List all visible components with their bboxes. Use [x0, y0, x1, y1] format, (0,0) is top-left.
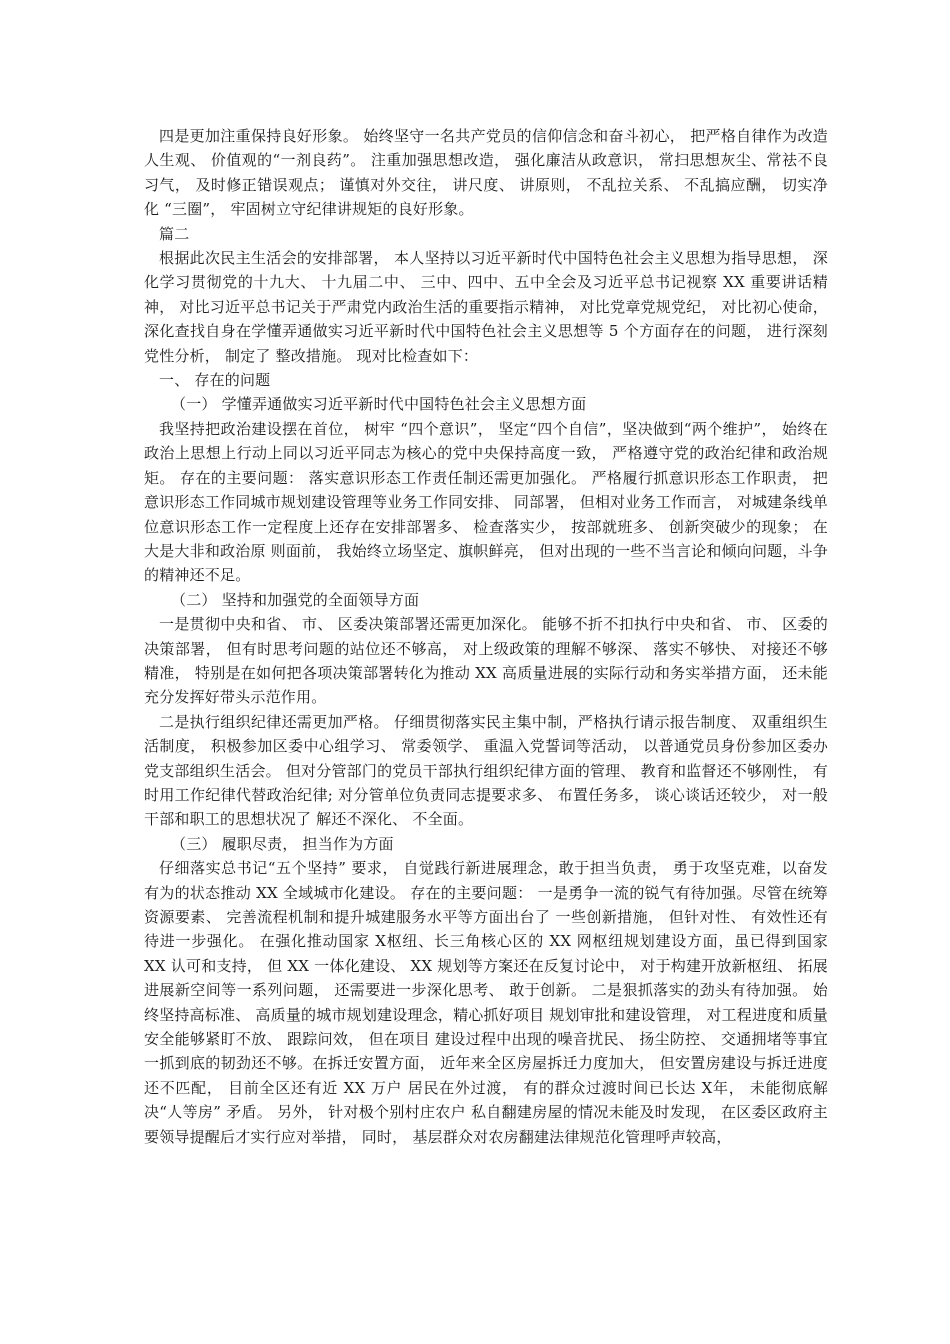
heading-existing-problems: 一、 存在的问题 — [159, 371, 271, 390]
subheading-party-leadership: （二） 坚持和加强党的全面领导方面 — [171, 590, 420, 609]
paragraph-image-maintenance: 四是更加注重保持良好形象。 始终坚守一名共产党员的信仰信念和奋斗初心， 把严格自律作为改造人生观、 价值观的“一剂良药”。 注重加强思想改造， 强化廉洁从政意识， 常扫思想灰尘、常祛不良习气， 及时修正错误观点； 谨慎对外交往， 讲尺度、 讲原则， 不乱拉关系、 不乱搞应酬， 切实净化 “三圈”， 牢固树立守纪律讲规矩的良好形象。 — [144, 127, 828, 219]
section-title-part-two: 篇二 — [159, 224, 190, 243]
paragraph-introduction: 根据此次民主生活会的安排部署， 本人坚持以习近平新时代中国特色社会主义思想为指导思想， 深化学习贯彻党的十九大、 十九届二中、 三中、四中、五中全会及习近平总书记视察 XX 重要讲话精神， 对比习近平总书记关于严肃党内政治生活的重要指示精神， 对比党章党规党纪， 对比初心使命， 深化查找自身在学懂弄通做实习近平新时代中国特色社会主义思想等 5 个方面存在的问题， 进行深刻党性分析， 制定了 整改措施。 现对比检查如下： — [144, 249, 828, 365]
paragraph-decision-implementation: 一是贯彻中央和省、 市、 区委决策部署还需更加深化。 能够不折不扣执行中央和省、 市、 区委的决策部署， 但有时思考问题的站位还不够高， 对上级政策的理解不够深、 落实不够快、 对接还不够精准， 特别是在如何把各项决策部署转化为推动 XX 高质量进展的实际行动和务实举措方面， 还未能充分发挥好带头示范作用。 — [144, 615, 828, 707]
paragraph-organizational-discipline: 二是执行组织纪律还需更加严格。 仔细贯彻落实民主集中制，严格执行请示报告制度、 双重组织生活制度， 积极参加区委中心组学习、 常委领学、 重温入党誓词等活动， 以普通党员身份参加区委办党支部组织生活会。 但对分管部门的党员干部执行组织纪律方面的管理、 教育和监督还不够刚性， 有时用工作纪律代替政治纪律; 对分管单位负责同志提要求多、 布置任务多， 谈心谈话还较少， 对一般干部和职工的思想状况了 解还不深化、 不全面。 — [144, 712, 828, 829]
paragraph-political-building: 我坚持把政治建设摆在首位， 树牢 “四个意识”， 坚定“四个自信”，坚决做到“两个维护”， 始终在政治上思想上行动上同以习近平同志为核心的党中央保持高度一致， 严格遵守党的政治纪律和政治规矩。 存在的主要问题： 落实意识形态工作责任制还需更加强化。 严格履行抓意识形态工作职责， 把意识形态工作同城市规划建设管理等业务工作同安排、 同部署， 但相对业务工作而言， 对城建条线单位意识形态工作一定程度上还存在安排部署多、 检查落实少， 按部就班多、 创新突破少的现象； 在大是大非和政治原 则面前， 我始终立场坚定、旗帜鲜亮， 但对出现的一些不当言论和倾向问题，斗争的精神还不足。 — [144, 419, 828, 585]
document-body — [144, 124, 828, 1149]
paragraph-urbanization-work: 仔细落实总书记“五个坚持” 要求， 自觉践行新进展理念，敢于担当负责， 勇于攻坚克难，以奋发有为的状态推动 XX 全域城市化建设。 存在的主要问题： 一是勇争一流的锐气有待加强。尽管在统筹资源要素、 完善流程机制和提升城建服务水平等方面出台了 一些创新措施， 但针对性、 有效性还有待进一步强化。 在强化推动国家 X枢纽、长三角核心区的 XX 网枢纽规划建设方面，虽已得到国家 XX 认可和支持， 但 XX 一体化建设、 XX 规划等方案还在反复讨论中， 对于构建开放新枢纽、 拓展进展新空间等一系列问题， 还需要进一步深化思考、 敢于创新。 二是狠抓落实的劲头有待加强。 始终坚持高标准、 高质量的城市规划建设理念，精心抓好项目 规划审批和建设管理， 对工程进度和质量安全能够紧盯不放、 跟踪问效， 但在项目 建设过程中出现的噪音扰民、 扬尘防控、 交通拥堵等事宜一抓到底的韧劲还不够。在拆迁安置方面， 近年来全区房屋拆迁力度加大， 但安置房建设与拆迁进度还不匹配， 目前全区还有近 XX 万户 居民在外过渡， 有的群众过渡时间已长达 X年， 未能彻底解决“人等房” 矛盾。 另外， 针对极个别村庄农户 私自翻建房屋的情况未能及时发现， 在区委区政府主要领导提醒后才实行应对举措， 同时， 基层群众对农房翻建法律规范化管理呼声较高， — [144, 859, 828, 1146]
subheading-study-thought: （一） 学懂弄通做实习近平新时代中国特色社会主义思想方面 — [171, 395, 587, 414]
subheading-duty-performance: （三） 履职尽责， 担当作为方面 — [171, 834, 394, 853]
